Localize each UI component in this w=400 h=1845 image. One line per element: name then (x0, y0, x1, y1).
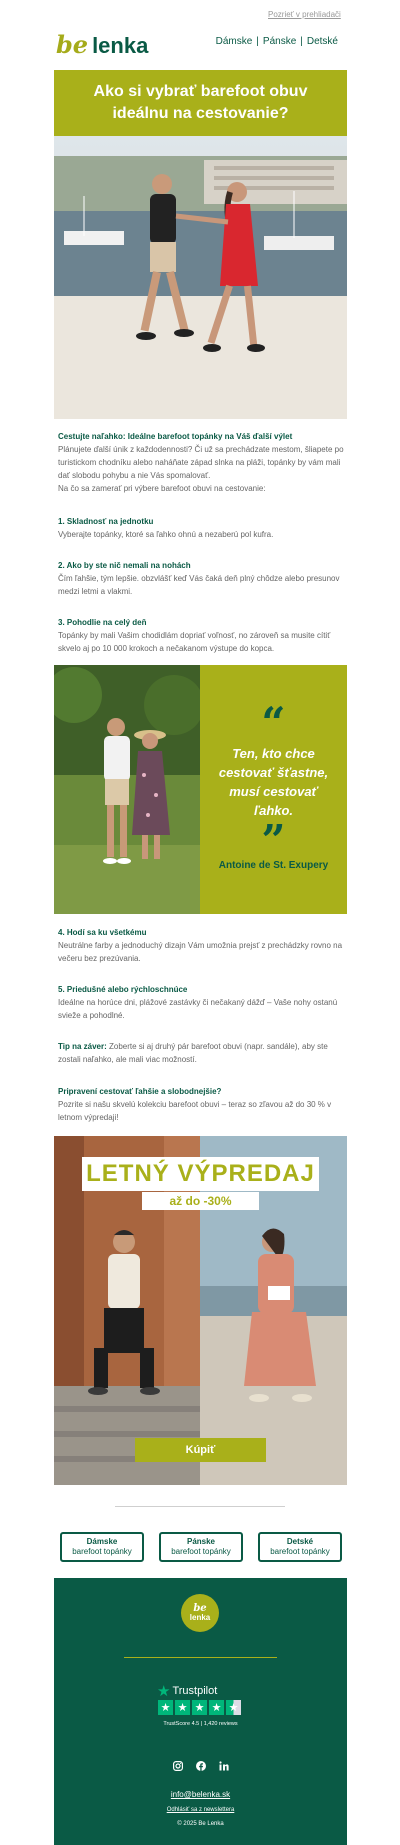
nav-kids[interactable]: Detské (306, 36, 338, 47)
half-star-icon: ★ (226, 1700, 241, 1715)
trustpilot-star-icon: ★ (157, 1683, 171, 1700)
garden-illustration (54, 665, 200, 914)
category-buttons (60, 1532, 342, 1562)
top-nav (216, 36, 338, 47)
contact-email-link[interactable]: info@belenka.sk (170, 1790, 231, 1799)
trust-score: TrustScore 4.5 | 1,420 reviews (163, 1721, 238, 1727)
footer-logo-lenka: lenka (189, 1613, 211, 1622)
tip-body: Topánky by mali Vašim chodidlám dopriať voľnosť, no zároveň sa musite cítiť skvelo aj po 10 000 krokoch a nečakanom výstupe do kopca. (58, 631, 331, 653)
tip-4 (58, 926, 344, 965)
quote-text: Ten, kto chce cestovať šťastne, musí cestovať ľahko. (218, 746, 329, 818)
tip-5 (58, 983, 344, 1022)
tip-title: 5. Priedušné alebo rýchloschnúce (58, 985, 188, 994)
facebook-icon[interactable] (195, 1760, 206, 1771)
cat-sub: barefoot topánky (171, 1547, 231, 1556)
star-icon: ★ (209, 1700, 224, 1715)
intro-body: Plánujete ďalší únik z každodennosti? Či už sa prechádzate mestom, šliapete po turistickom chodníku alebo naháňate západ slnka na pláži, topánky by vám mali dať slobodu pohybu a nie Vás spomalovať. (58, 445, 344, 480)
final-tip (58, 1040, 344, 1066)
intro-body-2: Na čo sa zamerať pri výbere barefoot obuvi na cestovanie: (58, 484, 266, 493)
tip-title: 4. Hodí sa ku všetkému (58, 928, 147, 937)
headline-banner: Ako si vybrať barefoot obuv ideálnu na cestovanie? (54, 70, 347, 136)
women-category-button[interactable] (60, 1532, 144, 1562)
nav-separator: | (256, 36, 259, 47)
trustpilot-name: Trustpilot (172, 1685, 218, 1697)
footer-logo-be: be (193, 1603, 207, 1614)
star-icon: ★ (175, 1700, 190, 1715)
tip-title: 2. Ako by ste nič nemali na nohách (58, 561, 191, 570)
cta-title: Pripravení cestovať ľahšie a slobodnejšie? (58, 1087, 222, 1096)
couple-garden-image[interactable] (54, 665, 200, 914)
copyright-text: © 2025 Be Lenka (177, 1821, 224, 1827)
cat-title: Dámske (86, 1537, 118, 1546)
open-quote-icon: “ (261, 698, 286, 747)
final-tip-label: Tip na záver: (58, 1042, 107, 1051)
summer-sale-banner[interactable] (54, 1136, 347, 1485)
buy-button[interactable]: Kúpiť (135, 1438, 266, 1462)
cat-sub: barefoot topánky (72, 1547, 132, 1556)
quote-block (54, 665, 347, 914)
close-quote-icon: ” (261, 816, 286, 865)
nav-separator: | (300, 36, 303, 47)
tip-body: Vyberajte topánky, ktoré sa ľahko ohnú a nezaberú pol kufra. (58, 530, 274, 539)
tip-title: 1. Skladnosť na jednotku (58, 517, 154, 526)
sale-title: LETNÝ VÝPREDAJ (82, 1157, 319, 1191)
divider (115, 1506, 285, 1507)
tip-title: 3. Pohodlie na celý deň (58, 618, 147, 627)
tip-body: Čím ľahšie, tým lepšie. obzvlášť keď Vás čaká deň plný chôdze alebo presunov medzi letmi a vlakmi. (58, 574, 340, 596)
linkedin-icon[interactable] (218, 1760, 229, 1771)
trustpilot-logo[interactable] (157, 1682, 217, 1700)
view-in-browser-link[interactable]: Pozrieť v prehliadači (268, 10, 341, 19)
cat-title: Pánske (186, 1537, 216, 1546)
hero-image-couple-walking[interactable] (54, 136, 347, 419)
final-tip-body: Zoberte si aj druhý pár barefoot obuvi (napr. sandále), aby ste zostali naľahko, ale mali viac možností. (58, 1042, 328, 1064)
belenka-logo[interactable] (56, 30, 148, 58)
star-icon: ★ (158, 1700, 173, 1715)
tip-2 (58, 559, 344, 598)
cat-sub: barefoot topánky (270, 1547, 330, 1556)
cta-text-section (58, 1085, 344, 1124)
unsubscribe-link[interactable]: Odhlásiť sa z newslettera (166, 1807, 235, 1813)
tip-body: Ideálne na horúce dni, plážové zastávky či nečakaný dážď – Vaše nohy ostanú svieže a pohodlné. (58, 998, 338, 1020)
kids-category-button[interactable] (258, 1532, 342, 1562)
instagram-icon[interactable] (172, 1760, 183, 1771)
star-icon: ★ (192, 1700, 207, 1715)
intro-title: Cestujte naľahko: Ideálne barefoot topánky na Váš ďalší výlet (58, 432, 293, 441)
logo-lenka: lenka (92, 33, 149, 58)
sale-subtitle: až do -30% (142, 1192, 259, 1210)
tip-3 (58, 616, 344, 655)
tip-1 (58, 515, 344, 541)
social-links (54, 1760, 347, 1771)
footer (54, 1578, 347, 1845)
footer-divider (124, 1657, 277, 1658)
cat-title: Detské (286, 1537, 314, 1546)
footer-logo[interactable] (181, 1594, 219, 1632)
quote-panel (200, 665, 347, 914)
nav-men[interactable]: Pánske (262, 36, 297, 47)
men-category-button[interactable] (159, 1532, 243, 1562)
intro-section (58, 430, 344, 495)
trustpilot-stars (158, 1700, 241, 1715)
cta-body: Pozrite si našu skvelú kolekciu barefoot obuvi – teraz so zľavou až do 30 % v letnom výpredaji! (58, 1100, 332, 1122)
quote-author: Antoine de St. Exupery (218, 860, 329, 871)
hero-illustration (54, 136, 347, 419)
tip-body: Neutrálne farby a jednoduchý dizajn Vám umožnia prejsť z prechádzky rovno na večeru bez prezúvania. (58, 941, 343, 963)
nav-women[interactable]: Dámske (215, 36, 253, 47)
logo-be: be (56, 30, 89, 59)
